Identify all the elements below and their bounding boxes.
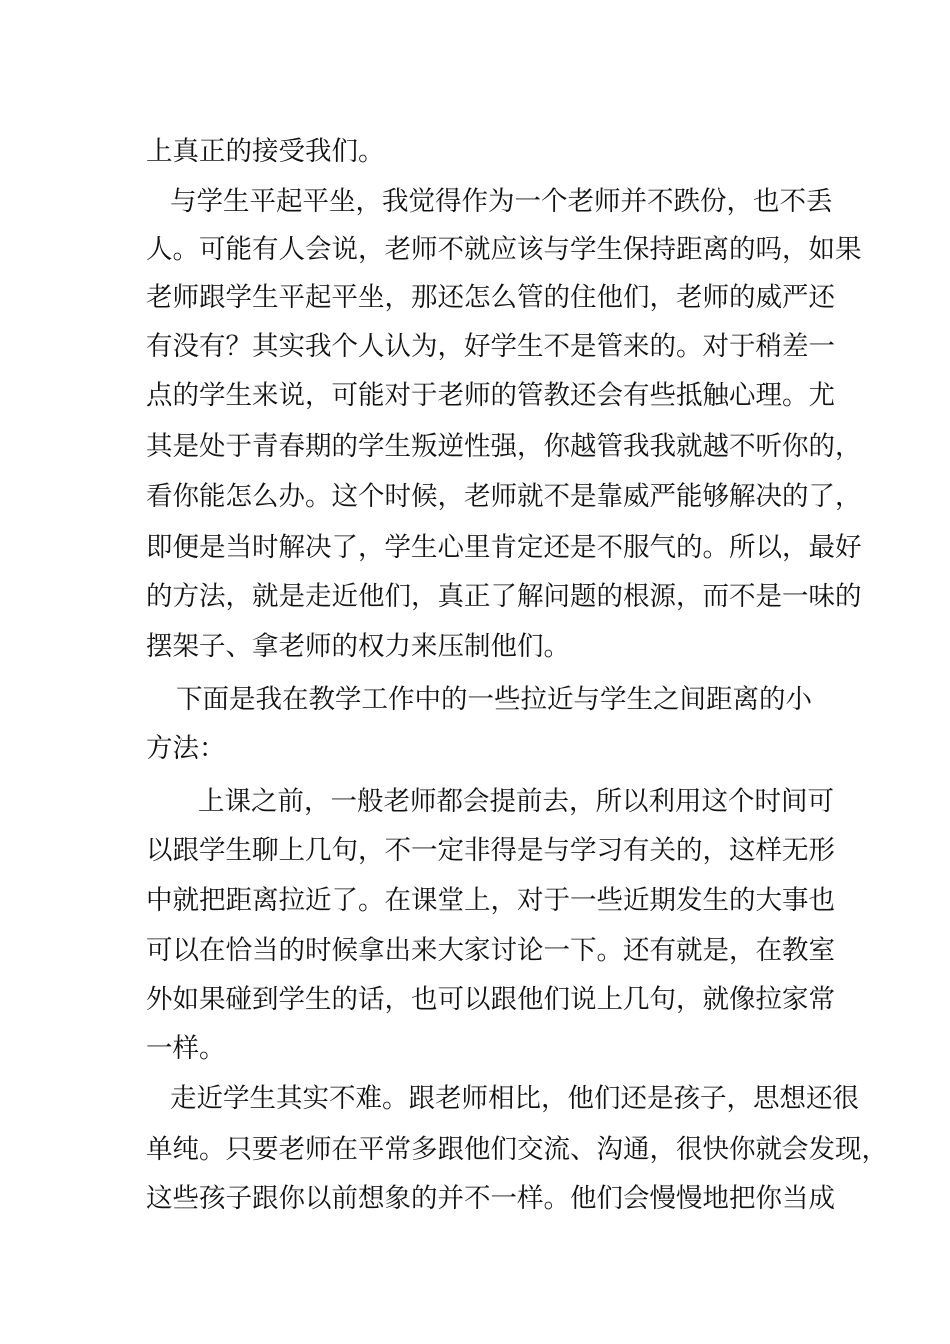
text-line: 方法： <box>146 733 226 764</box>
text-line: 上真正的接受我们。 <box>146 136 385 167</box>
text-line: 其是处于青春期的学生叛逆性强，你越管我我就越不听你的， <box>146 431 862 462</box>
text-line: 中就把距离拉近了。在课堂上，对于一些近期发生的大事也 <box>146 885 835 916</box>
text-line: 即便是当时解决了，学生心里肯定还是不服气的。所以，最好 <box>146 532 862 563</box>
text-line: 老师跟学生平起平坐，那还怎么管的住他们，老师的威严还 <box>146 282 835 313</box>
text-line: 有没有？其实我个人认为，好学生不是管来的。对于稍差一 <box>146 331 835 362</box>
text-line: 上课之前，一般老师都会提前去，所以利用这个时间可 <box>198 786 834 817</box>
text-line: 走近学生其实不难。跟老师相比，他们还是孩子，思想还很 <box>170 1083 859 1114</box>
text-line: 与学生平起平坐，我觉得作为一个老师并不跌份，也不丢 <box>170 186 833 217</box>
text-line: 摆架子、拿老师的权力来压制他们。 <box>146 631 570 662</box>
text-line: 单纯。只要老师在平常多跟他们交流、沟通，很快你就会发现， <box>146 1134 888 1165</box>
text-line: 可以在恰当的时候拿出来大家讨论一下。还有就是，在教室 <box>146 935 835 966</box>
text-line: 这些孩子跟你以前想象的并不一样。他们会慢慢地把你当成 <box>146 1183 835 1214</box>
text-line: 看你能怎么办。这个时候，老师就不是靠威严能够解决的了， <box>146 481 862 512</box>
text-line: 的方法，就是走近他们，真正了解问题的根源，而不是一味的 <box>146 581 862 612</box>
text-line: 人。可能有人会说，老师不就应该与学生保持距离的吗，如果 <box>146 234 862 265</box>
text-line: 一样。 <box>146 1033 226 1064</box>
text-line: 点的学生来说，可能对于老师的管教还会有些抵触心理。尤 <box>146 380 835 411</box>
text-line: 外如果碰到学生的话，也可以跟他们说上几句，就像拉家常 <box>146 984 835 1015</box>
text-line: 下面是我在教学工作中的一些拉近与学生之间距离的小 <box>176 684 812 715</box>
text-line: 以跟学生聊上几句，不一定非得是与学习有关的，这样无形 <box>146 835 835 866</box>
